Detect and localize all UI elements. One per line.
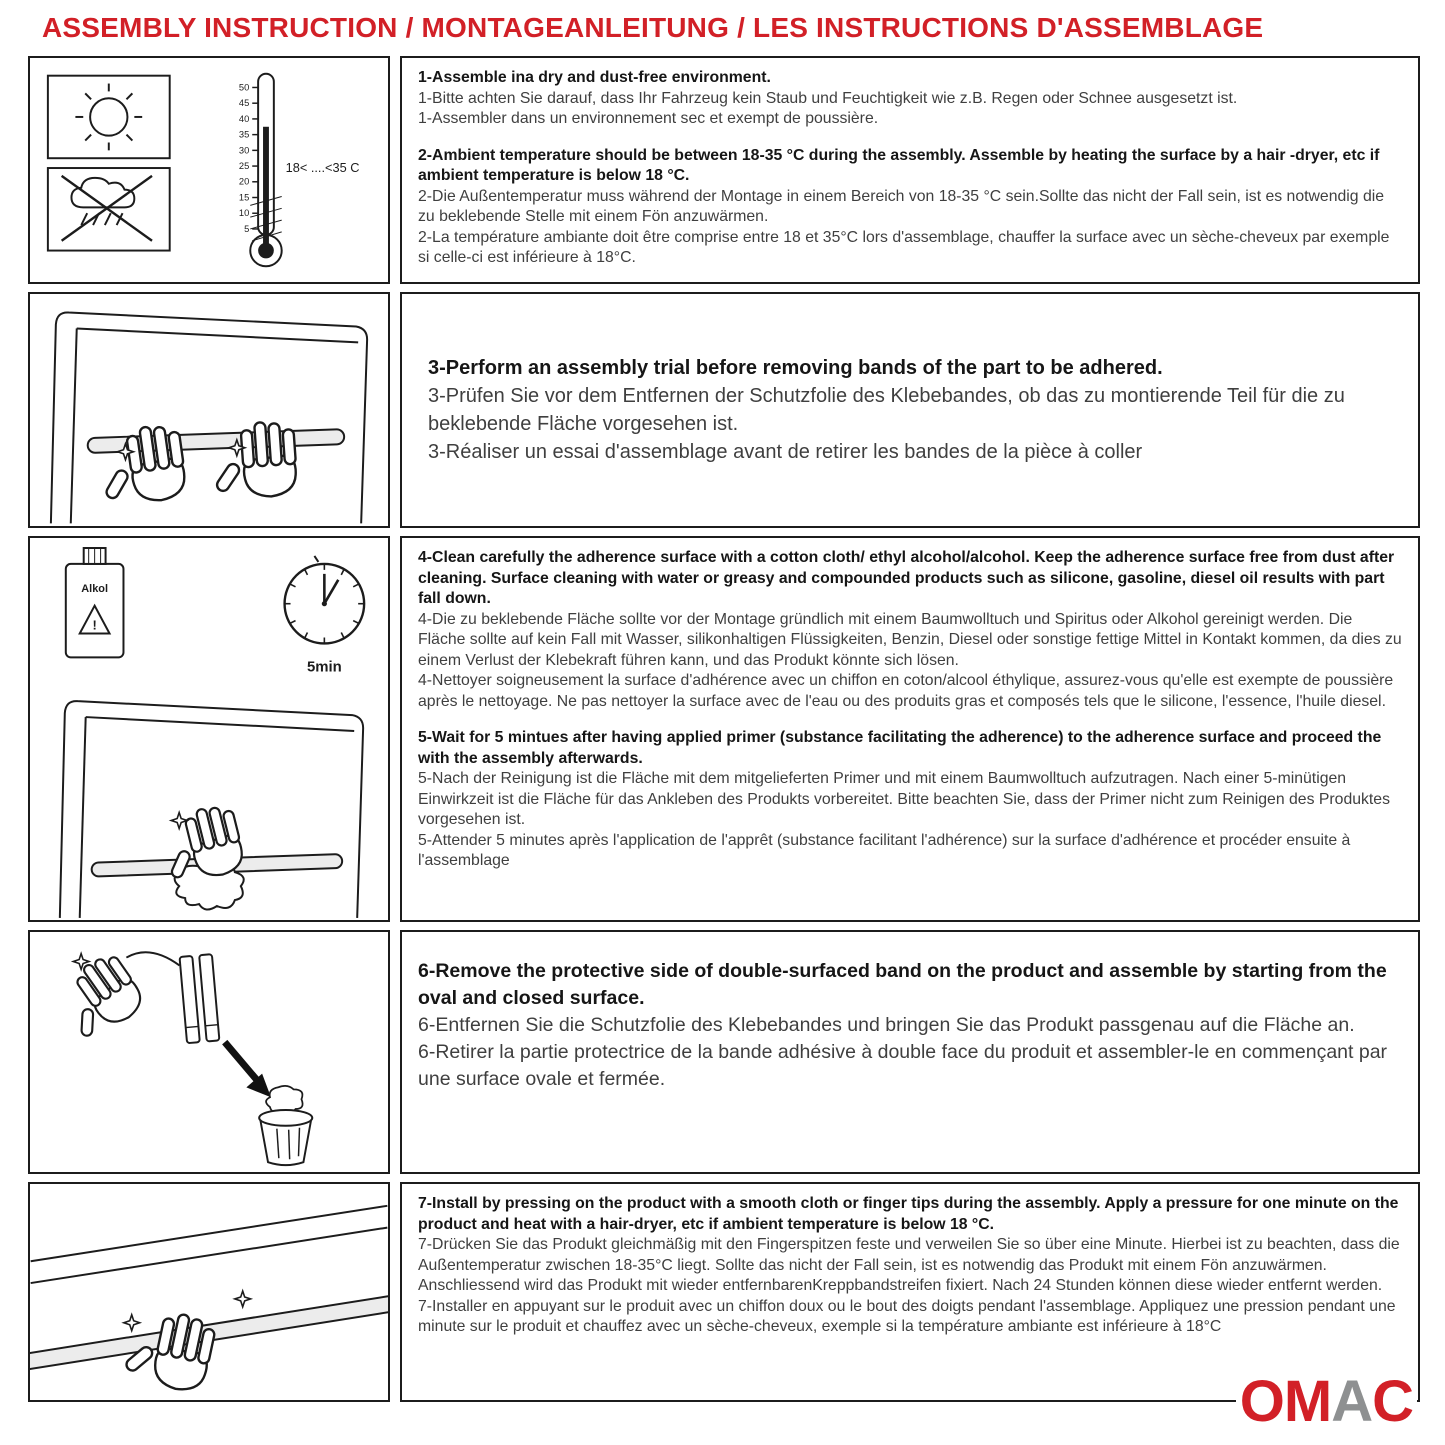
clock-icon [285,556,365,675]
section-step-3 [28,292,1420,528]
instruction-text: 7-Installer en appuyant sur le produit avec un chiffon doux ou le bout des doigts pendant l'assemblage. Appliquez une pression pendant une minute sur le produit et chauffez avec un sèche-cheveux, exemple si la température ambiante est inférieure à 18°C [418,1297,1396,1336]
instruction-text: 5-Nach der Reinigung ist die Fläche mit dem mitgelieferten Primer und mit einem Baumwolltuch aufzutragen. Nach einer 5-minütigen Einwirkzeit ist die Fläche für das Ankleben des Produkts vorbereitet. Bitte beachten Sie, dass der Primer nicht zum Reinigen des Produktes vorgesehen ist. [418,770,1390,829]
arrow-icon [225,1042,271,1097]
instructions-steps-4-5 [400,536,1420,922]
logo-letter: A [1331,1369,1373,1434]
sparkle-icon [124,1315,140,1331]
door-panel-drawing [51,312,367,523]
instruction-text: 6-Retirer la partie protectrice de la bande adhésive à double face du produit et assembler-le en commençant par une surface ovale et fermée. [418,1040,1388,1090]
instruction-text: 5-Wait for 5 mintues after having applied primer (substance facilitating the adherence) to the adherence surface and proceed the with the assembly afterwards. [418,729,1382,767]
instruction-text: 1-Assemble ina dry and dust-free environment. [418,69,771,86]
logo-letter: M [1283,1369,1332,1434]
section-step-6 [28,930,1420,1174]
hand-icon [50,949,148,1046]
instructions-step-3 [400,292,1420,528]
svg-text:30: 30 [238,145,250,156]
instruction-text: 7-Install by pressing on the product with a smooth cloth or finger tips during the assembly. Apply a pressure for one minute on the product and heat with a hair-dryer, etc if ambient temperature is below 18 °C. [418,1195,1399,1233]
instruction-text: 4-Clean carefully the adherence surface with a cotton cloth/ ethyl alcohol/alcohol. Keep the adherence surface free from dust after cleaning. Surface cleaning with water or greasy and compounded products such as silicone, gasoline, diesel oil results with part fall down. [418,549,1395,608]
peeled-tape [126,952,179,965]
instruction-text: 5-Attender 5 minutes après l'application de l'apprêt (substance facilitant l'adhérence) sur la surface d'adhérence et procéder ensuite à l'assemblage [418,831,1351,870]
svg-text:25: 25 [238,161,250,172]
page-title: ASSEMBLY INSTRUCTION / MONTAGEANLEITUNG / LES INSTRUCTIONS D'ASSEMBLAGE [42,12,1264,43]
section-steps-4-5 [28,536,1420,922]
svg-text:35: 35 [238,129,250,140]
instruction-text: 4-Die zu beklebende Fläche sollte vor der Montage gründlich mit einem Baumwolltuch und Spiritus oder Alkohol gereinigt werden. Die Fläche sollte auf kein Fall mit Wasser, silikonhaltigen Flüssigkeiten, Benzin, Diesel oder sonstige fettige Mittel in Kontakt kommen, da dies zu einem Verlust der Klebekraft führen kann, und das Produkt könnte sich lösen. [418,610,1402,669]
logo-letter: C [1372,1369,1413,1434]
instruction-text: 6-Entfernen Sie die Schutzfolie des Klebebandes und bringen Sie das Produkt passgenau auf die Fläche an. [418,1013,1355,1036]
illustration-climate [28,56,390,284]
press-illustration [30,1184,388,1400]
illustration-trial-fit [28,292,390,528]
thermometer-icon [239,74,282,267]
trial-fit-illustration [30,294,388,526]
cleaning-illustration [30,538,388,920]
logo-letter: O [1239,1369,1284,1434]
svg-text:15: 15 [238,192,250,203]
instruction-text: 7-Drücken Sie das Produkt gleichmäßig mit den Fingerspitzen feste und verweilen Sie so über eine Minute. Hierbei ist zu beachten, dass die Außentemperatur zwischen 18-35°C liegt. Sollte das nicht der Fall sein, ist es notwendig das Produkt mit einem Fön anzuwärmen. Anschliessend wird das Produkt mit wieder entfernbarenKreppbandstreifen fixiert. Nach 24 Stunden können diese wieder entfernt werden. [418,1236,1400,1295]
instructions-step-6 [400,930,1420,1174]
instruction-text: 2-Die Außentemperatur muss während der Montage in einem Bereich von 18-35 °C sein.Sollte das nicht der Fall sein, ist es notwendig die zu beklebende Stelle mit einem Fön anzuwärmen. [418,187,1385,226]
instruction-text: 1-Bitte achten Sie darauf, dass Ihr Fahrzeug kein Staub und Feuchtigkeit wie z.B. Regen oder Schnee ausgesetzt ist. [418,89,1238,107]
trash-can-icon [259,1110,312,1165]
hand-icon [96,423,188,508]
hand-icon [211,420,299,500]
svg-text:20: 20 [238,176,250,187]
panel-lines [31,1206,388,1283]
sparkle-icon [171,813,187,829]
omac-logo [1236,1371,1417,1433]
instruction-text: 1-Assembler dans un environnement sec et exempt de poussière. [418,110,879,128]
instruction-text: 3-Prüfen Sie vor dem Entfernen der Schutzfolie des Klebebandes, ob das zu montierende Teil für die zu beklebende Fläche vorgesehen ist. [428,385,1345,435]
svg-text:!: ! [92,617,97,633]
product-strips [180,954,220,1043]
alcohol-bottle-icon [66,548,124,657]
climate-illustration [30,58,388,282]
instruction-text: 3-Réaliser un essai d'assemblage avant de retirer les bandes de la pièce à coller [428,441,1143,463]
temperature-range-label: 18< ....<35 C [285,159,360,175]
svg-text:40: 40 [238,113,250,124]
instruction-text: 2-La température ambiante doit être comprise entre 18 et 35°C lors d'assemblage, chauffer la surface avec un sèche-cheveux par exemple si celle-ci est inférieure à 18°C. [418,228,1390,267]
section-steps-1-2 [28,56,1420,284]
svg-text:5min: 5min [306,659,342,676]
svg-text:45: 45 [238,98,250,109]
illustration-remove-band [28,930,390,1174]
illustration-cleaning [28,536,390,922]
svg-text:Alkol: Alkol [81,582,108,595]
sparkle-icon [235,1291,251,1307]
svg-text:50: 50 [238,82,250,93]
svg-text:10: 10 [238,208,250,219]
instruction-text: 3-Perform an assembly trial before removing bands of the part to be adhered. [428,357,1163,379]
instruction-text: 2-Ambient temperature should be between 18-35 °C during the assembly. Assemble by heating the surface by a hair -dryer, etc if ambient temperature is below 18 °C. [418,146,1380,185]
illustration-press [28,1182,390,1402]
remove-band-illustration [30,932,388,1172]
section-step-7 [28,1182,1420,1402]
instruction-text: 6-Remove the protective side of double-surfaced band on the product and assemble by starting from the oval and closed surface. [418,960,1387,1009]
instructions-steps-1-2 [400,56,1420,284]
instruction-text: 4-Nettoyer soigneusement la surface d'adhérence avec un chiffon en coton/alcool éthylique, assurez-vous qu'elle est exempte de poussière après le nettoyage. Ne pas nettoyer la surface avec de l'eau ou des produits gras et composés tels que le silicone, l'essence, l'huile diesel. [418,672,1394,710]
svg-text:5: 5 [244,223,250,234]
